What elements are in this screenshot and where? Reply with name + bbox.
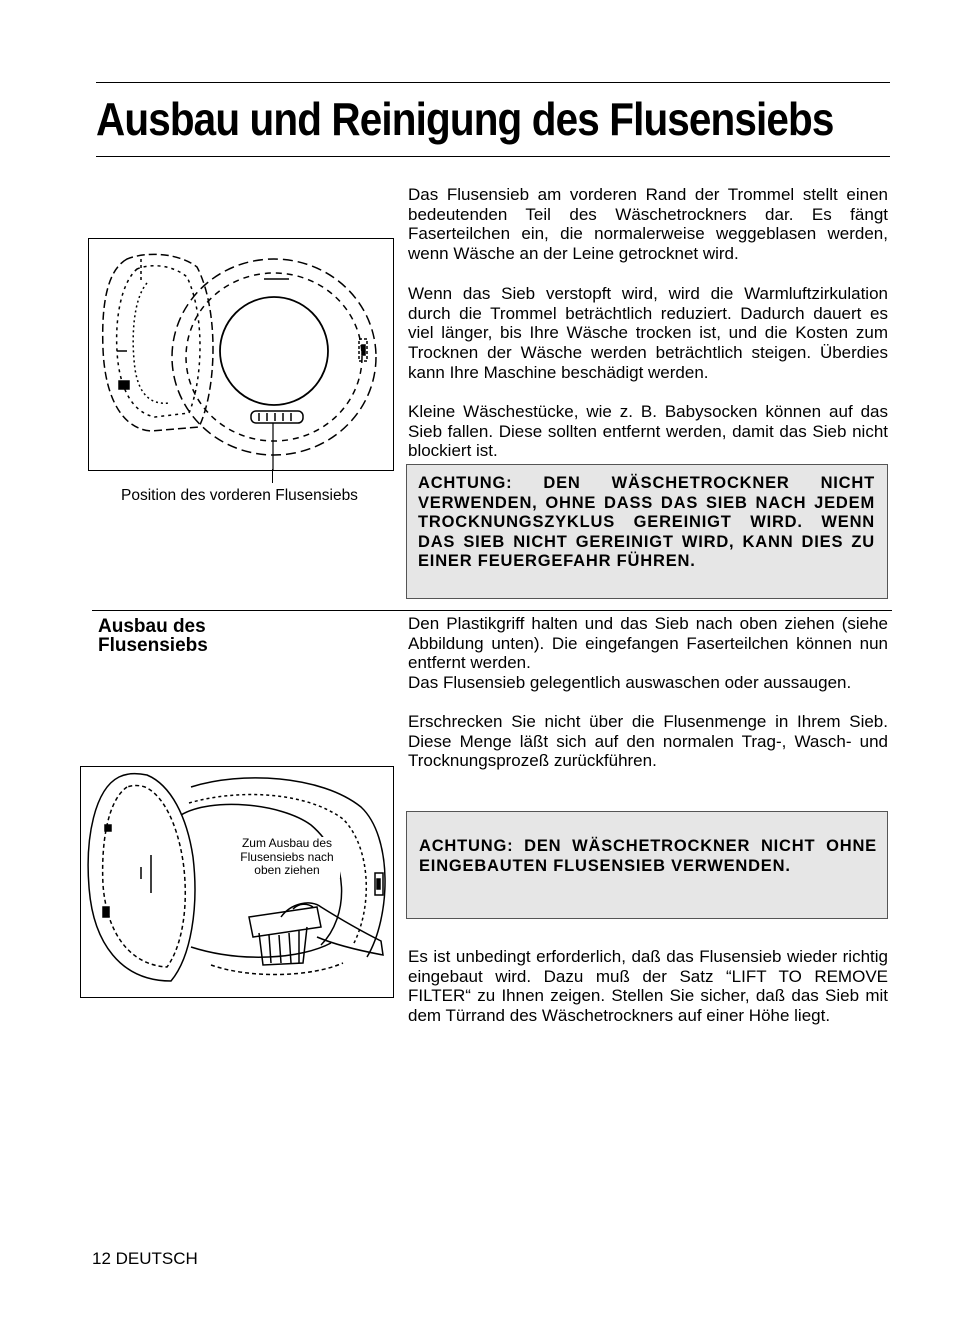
dryer-front-drawing: [89, 239, 393, 470]
title-rule-top: [96, 82, 890, 83]
figure-note-pull-up: Zum Ausbau des Flusensiebs nach oben ziehen: [234, 837, 340, 878]
warning-text: ACHTUNG: DEN WÄSCHETROCKNER NICHT VERWENDEN, OHNE DASS DAS SIEB NACH JEDEM TROCKNUNGSZYKLUS GEREINIGT WIRD. WENN DAS SIEB NICHT GEREINIGT WIRD, KANN DIES ZU EINER FEUERGEFAHR FÜHREN.: [418, 474, 875, 571]
figure-caption: Position des vorderen Flusensiebs: [121, 487, 358, 504]
warning-text: ACHTUNG: DEN WÄSCHETROCKNER NICHT OHNE EINGEBAUTEN FLUSENSIEB VERWENDEN.: [419, 837, 877, 875]
closing-paragraph: Es ist unbedingt erforderlich, daß das Flusensieb wieder richtig eingebaut wird. Dazu muß der Satz “LIFT TO REMOVE FILTER“ zu Ihnen zeigen. Stellen Sie sicher, daß das Sieb mit dem Türrand des Wäschetrockners auf einer Höhe liegt.: [408, 947, 888, 1026]
warning-box-filter-installed: [406, 811, 888, 919]
figure-filter-removal: [80, 766, 394, 998]
section-divider: [92, 610, 892, 611]
section-heading-removal: Ausbau des Flusensiebs: [98, 616, 208, 656]
figure-filter-position: [88, 238, 394, 471]
removal-paragraph-2: Das Flusensieb gelegentlich auswaschen oder aussaugen.: [408, 673, 852, 692]
filter-removal-drawing: [81, 767, 393, 997]
intro-paragraph-1: Das Flusensieb am vorderen Rand der Trommel stellt einen bedeutenden Teil des Wäschetrockners dar. Es fängt Faserteilchen ein, die normalerweise weggeblasen werden, wenn Wäsche an der Leine getrocknet wird.: [408, 185, 888, 264]
caption-pointer-line: [272, 469, 273, 483]
removal-paragraph-1: Den Plastikgriff halten und das Sieb nach oben ziehen (siehe Abbildung unten). Die eingefangen Faserteilchen können nun entfernt werden.: [408, 614, 888, 673]
page-title: Ausbau und Reinigung des Flusensiebs: [96, 93, 834, 145]
intro-paragraph-2: Wenn das Sieb verstopft wird, wird die Warmluftzirkulation durch die Trommel beträchtlich reduziert. Dadurch dauert es viel länger, bis Ihre Wäsche trocken ist, und die Kosten zum Trocknen der Wäsche werden beträchtlich steigen. Überdies kann Ihre Maschine beschädigt werden.: [408, 284, 888, 382]
warning-box-clean-filter: [406, 464, 888, 599]
intro-paragraph-3: Kleine Wäschestücke, wie z. B. Babysocken können auf das Sieb fallen. Diese sollten entfernt werden, damit das Sieb nicht blockiert ist.: [408, 402, 888, 461]
title-rule-bottom: [96, 156, 890, 157]
removal-paragraph-3: Erschrecken Sie nicht über die Flusenmenge in Ihrem Sieb. Diese Menge läßt sich auf den normalen Trag-, Wasch- und Trocknungsprozeß zurückführen.: [408, 712, 888, 771]
page-footer: 12 DEUTSCH: [92, 1249, 198, 1268]
